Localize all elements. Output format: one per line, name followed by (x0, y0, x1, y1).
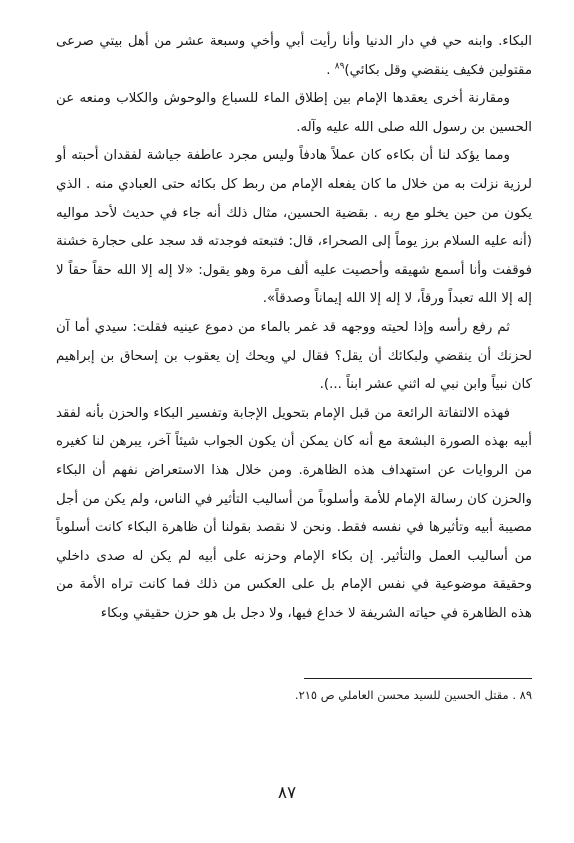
footnote-separator (304, 678, 532, 679)
paragraph-3: ومما يؤكد لنا أن بكاءه كان عملاً هادفاً وليس مجرد عاطفة جياشة لفقدان أحبته أو لرزية نزلت به من خلال ما كان يفعله الإمام من ربط كل بكائه حتى العبادي منه . الذي يكون من حين يخلو مع ربه . بقضية الحسين، مثال ذلك أنه جاء في حديث لأحد مواليه (أنه عليه السلام برز يوماً إلى الصحراء، قال: فتبعته فوجدته قد سجد على حجارة خشنة فوقفت وأنا أسمع شهيقه وأحصيت عليه ألف مرة وهو يقول: «لا إله إلا الله حقاً حقاً لا إله إلا الله تعبداً ورقاً، لا إله إلا الله إيماناً وصدقاً». (56, 148, 532, 307)
paragraph-1 (56, 28, 532, 85)
paragraph-2: ومقارنة أخرى يعقدها الإمام بين إطلاق الماء للسباع والوحوش والكلاب ومنعه عن الحسين بن رسول الله صلى الله عليه وآله. (56, 91, 532, 135)
paragraph-5: فهذه الالتفاتة الرائعة من قبل الإمام بتحويل الإجابة وتفسير البكاء والحزن بأنه لفقد أبيه بهذه الصورة البشعة مع أنه كان يمكن أن يكون الجواب شيئاً آخر، يبرهن لنا كغيره من الروايات عن استهداف هذه الظاهرة. ومن خلال هذا الاستعراض نفهم أن البكاء والحزن كان رسالة الإمام للأمة وأسلوباً من أساليب التأثير في الناس، ولم يكن من أجل مصيبة أبيه وتأثيرها في نفسه فقط. ونحن لا نقصد بقولنا أن ظاهرة البكاء كانت أسلوباً من أساليب العمل والتأثير. إن بكاء الإمام وحزنه على أبيه لم يكن له صدى داخلي وحقيقة موضوعية في نفس الإمام بل على العكس من ذلك فما كانت تراه الأمة من هذه الظاهرة في حياته الشريفة لا خداع فيها، ولا دجل بل هو حزن حقيقي وبكاء (56, 405, 532, 621)
paragraph-1-text: البكاء. وابنه حي في دار الدنيا وأنا رأيت أبي وأخي وسبعة عشر من أهل بيتي صرعى مقتولين فكيف ينقضي وقل بكائي) (56, 34, 532, 78)
footnote: ٨٩ . مقتل الحسين للسيد محسن العاملي ص ٢١٥. (294, 688, 532, 702)
page-number: ٨٧ (277, 783, 297, 803)
footnote-reference: ٨٩ (334, 61, 345, 72)
paragraph-1-tail: . (326, 62, 335, 78)
body-text (56, 28, 532, 628)
paragraph-4: ثم رفع رأسه وإذا لحيته ووجهه قد غمر بالماء من دموع عينيه فقلت: سيدي أما آن لحزنك أن ينقضي ولبكائك أن يقل؟ فقال لي ويحك إن يعقوب بن إسحاق بن إبراهيم كان نبياً وابن نبي له اثني عشر ابناً ...). (56, 319, 532, 393)
